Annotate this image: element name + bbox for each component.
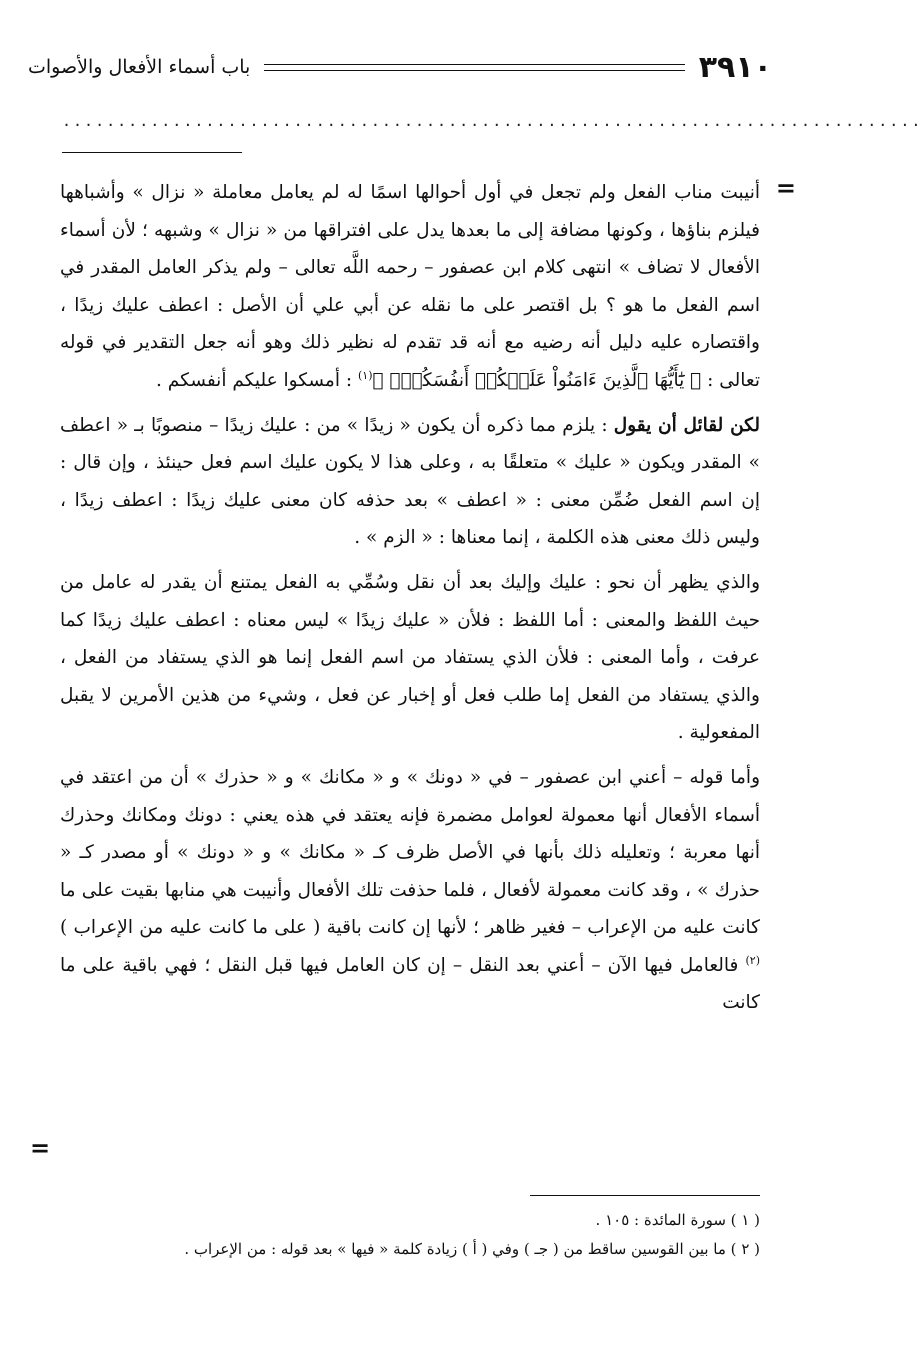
footnote-2: ( ٢ ) ما بين القوسين ساقط من ( جـ ) وفي ( أ ) زيادة كلمة « فيها » بعد قوله : من الإعراب . [184, 1240, 760, 1258]
footnote-ref-1: (١) [357, 368, 373, 382]
paragraph-lead: لكن لقائل أن يقول [613, 414, 761, 436]
omission-dots: .............................................................................. [62, 112, 922, 130]
footnote-rule [530, 1195, 760, 1196]
continuation-mark-top: = [775, 174, 796, 202]
page-number: ٣٩١٠ [698, 49, 772, 85]
footnote-ref-2: (٢) [745, 953, 760, 967]
page-header [28, 46, 772, 88]
paragraph-1: أنيبت مناب الفعل ولم تجعل في أول أحوالها اسمًا له لم يعامل معاملة « نزال » وأشباهها فيلزم بناؤها ، وكونها مضافة إلى ما بعدها يدل على افتراقها من « نزال » وشبهه ؛ لأن أسماء الأفعال لا تضاف » انتهى كلام ابن عصفور – رحمه اللَّه تعالى – ولم يذكر العامل المقدر في اسم الفعل ما هو ؟ بل اقتصر على ما نقله عن أبي علي أن الأصل : اعطف عليك زيدًا ، واقتصاره عليه دليل أنه رضيه مع أنه قد تقدم له نظير ذلك وهو أنه جعل التقدير في قوله تعالى : ﴿ يَٰٓأَيُّهَا ٱلَّذِينَ ءَامَنُواْ عَلَيۡكُمۡ أَنفُسَكُمۡۖ ﴾$^{(١)}$ : أمسكوا عليكم أنفسكم . [60, 182, 760, 391]
footnote-1: ( ١ ) سورة المائدة : ١٠٥ . [595, 1211, 760, 1229]
main-text [60, 174, 760, 1022]
separator-rule [62, 152, 242, 153]
paragraph-3: والذي يظهر أن نحو : عليك وإليك بعد أن نقل وسُمِّي به الفعل يمتنع أن يقدر له عامل من حيث اللفظ والمعنى : أما اللفظ : فلأن « عليك زيدًا » ليس معناه : اعطف عليك زيدًا كما عرفت ، وأما المعنى : فلأن الذي يستفاد من اسم الفعل إنما هو الذي يستفاد من الفعل ، والذي يستفاد من الفعل إما طلب فعل أو إخبار عن فعل ، وشيء من هذين الأمرين لا يقبل المفعولية . [60, 571, 760, 744]
header-double-rule [264, 64, 684, 71]
paragraph-2: لكن لقائل أن يقول : يلزم مما ذكره أن يكون « زيدًا » من : عليك زيدًا – منصوبًا بـ « اعطف » المقدر ويكون « عليك » متعلقًا به ، وعلى هذا لا يكون عليك اسم فعل حينئذ ، وإن قال : إن اسم الفعل ضُمِّن معنى : « اعطف » بعد حذفه كان معنى عليك زيدًا : اعطف زيدًا ، وليس ذلك معنى هذه الكلمة ، إنما معناها : « الزم » . [60, 414, 761, 549]
continuation-mark-bottom: = [30, 1134, 51, 1162]
footnotes [60, 1206, 760, 1264]
chapter-title: باب أسماء الأفعال والأصوات [28, 56, 251, 78]
paragraph-4: وأما قوله – أعني ابن عصفور – في « دونك » و « مكانك » و « حذرك » أن من اعتقد في أسماء الأفعال أنها معمولة لعوامل مضمرة فإنه يعتقد في هذه يعني : دونك ومكانك وحذرك أنها معربة ؛ وتعليله ذلك بأنها في الأصل ظرف كـ « مكانك » و « دونك » أو مصدر كـ « حذرك » ، وقد كانت معمولة لأفعال ، فلما حذفت تلك الأفعال وأنيبت هي منابها بقيت على ما كانت عليه من الإعراب – فغير ظاهر ؛ لأنها إن كانت باقية ( على ما كانت عليه من الإعراب )$^{(٢)}$ فالعامل فيها الآن – أعني بعد النقل – إن كان العامل فيها قبل النقل ؛ فهي باقية على ما كانت [60, 766, 760, 1014]
